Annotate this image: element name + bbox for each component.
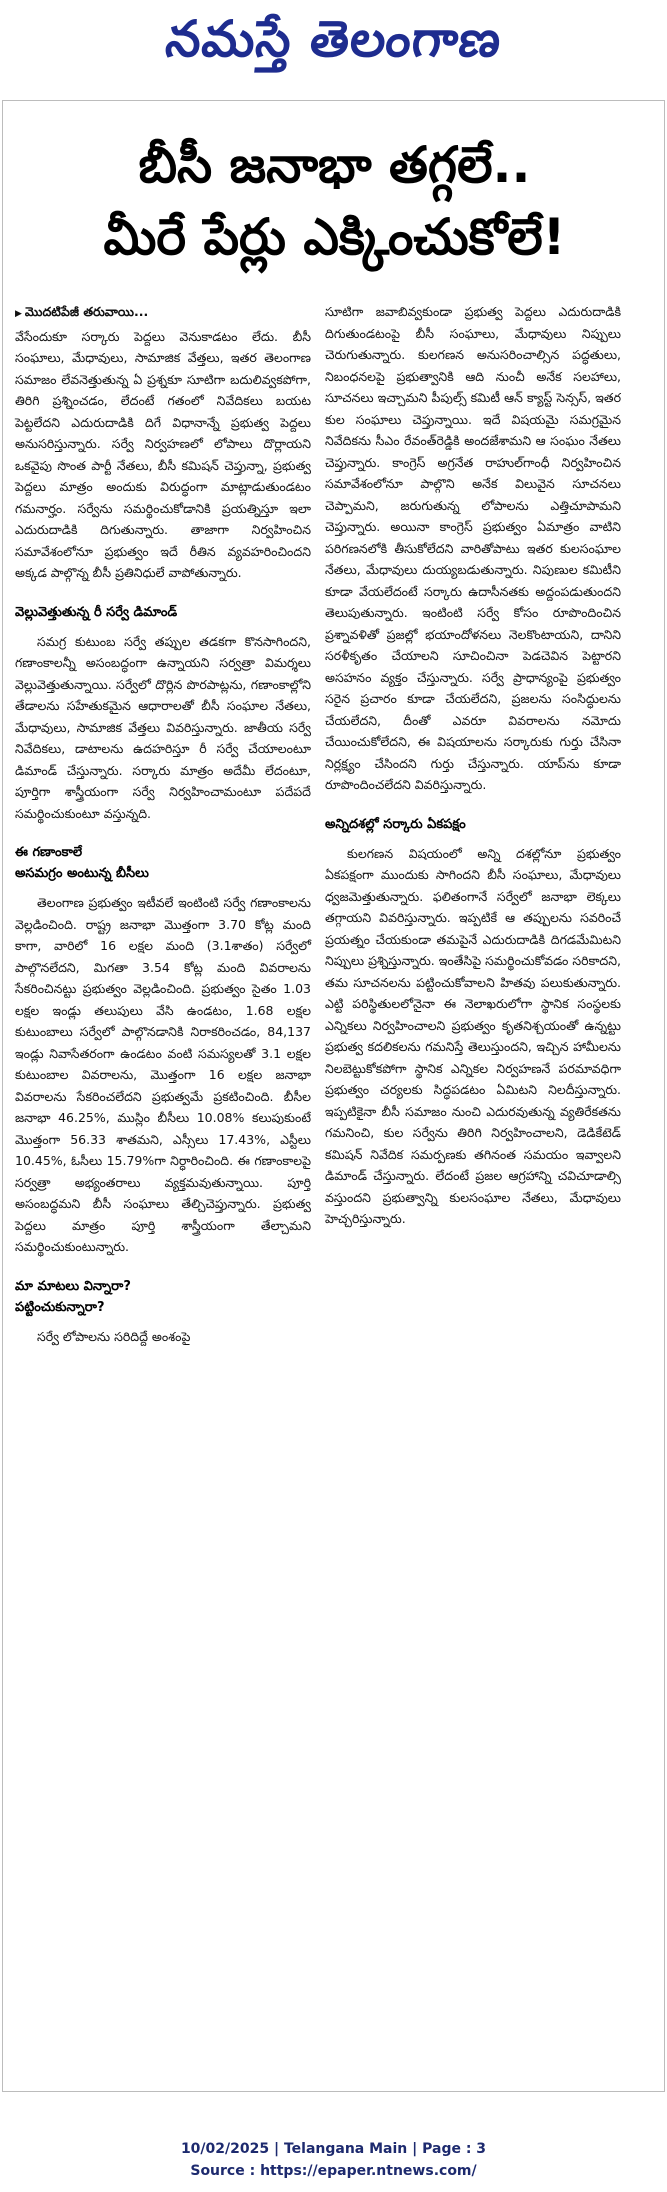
edition-info: 10/02/2025 | Telangana Main | Page : 3 — [180, 2141, 487, 2157]
source-link[interactable]: Source : https://epaper.ntnews.com/ — [190, 2163, 477, 2179]
paragraph-resurvey: సమగ్ర కుటుంబ సర్వే తప్పుల తడకగా కొనసాగిందని, గణాంకాలన్నీ అసంబద్ధంగా ఉన్నాయని సర్వత్రా విమర్శలు వెల్లువెత్తుతున్నాయి. సర్వేలో దొర్లిన పొరపాట్లను, గణాంకాల్లోని తేడాలను సహేతుకమైన ఆధారాలతో బీసీ సంఘాల నేతలు, మేధావులు, సామాజిక వేత్తలు వివరిస్తున్నారు. జాతీయ సర్వే నివేదికలు, డాటాలను ఉదహరిస్తూ రీ సర్వే చేయాలంటూ డిమాండ్ చేస్తున్నారు. సర్కారు మాత్రం అదేమీ లేదంటూ, పూర్తిగా శాస్త్రీయంగా సర్వే నిర్వహించామంటూ పదేపదే సమర్థించుకుంటూ వస్తున్నది. — [15, 633, 311, 821]
paragraph-bc-associations: సూటిగా జవాబివ్వకుండా ప్రభుత్వ పెద్దలు ఎదురుదాడికి దిగుతుండటంపై బీసీ సంఘాలు, మేధావులు నిప్పులు చెరుగుతున్నారు. కులగణన అనుసరించాల్సిన పద్ధతులు, నిబంధనలపై ప్రభుత్వానికి ఆది నుంచీ అనేక సలహాలు, సూచనలు ఇచ్చామని పీపుల్స్ కమిటీ ఆన్ క్యాస్ట్ సెన్సస్, ఇతర కుల సంఘాలు చెప్తున్నాయి. ఇదే విషయమై సమగ్రమైన నివేదికను సీఎం రేవంత్‌రెడ్డికి అందజేశామని ఆ సంఘం నేతలు చెప్తున్నారు. కాంగ్రెస్ అగ్రనేత రాహుల్‌గాంధీ నిర్వహించిన సమావేశంలోనూ పాల్గొని అనేక విలువైన సూచనలు చెప్పామని, జరుగుతున్న లోపాలను ఎత్తిచూపామని చెప్తున్నారు. అయినా కాంగ్రెస్ ప్రభుత్వం ఏమాత్రం వాటిని పరిగణనలోకి తీసుకోలేదని వారితోపాటు ఇతర కులసంఘాల నేతలు, మేధావులు దుయ్యబడుతున్నారు. నిపుణుల కమిటీని కూడా వేయలేదంటే సర్కారు ఉదాసీనతకు అద్దంపడుతుందని తెలుపుతున్నారు. ఇంటింటి సర్వే కోసం రూపొందించిన ప్రశ్నావళితో ప్రజల్లో భయాందోళనలు నెలకొంటాయని, దానిని సరళీకృతం చేయాలని సూచించినా పెడచెవిన పెట్టారని అసహనం వ్యక్తం చేస్తున్నారు. సర్వే ప్రాధాన్యంపై ప్రభుత్వం సరైన ప్రచారం కూడా చేయలేదని, ప్రజలను సంసిద్ధులను చేయలేదని, దీంతో ఎవరూ వివరాలను నమోదు చేయించుకోలేదని, ఈ విషయాలను సర్కారుకు గుర్తు చేసినా నిర్లక్ష్యం చేసిందని గుర్తు చేస్తున్నారు. యాప్‌ను కూడా రూపొందించలేదని వివరిస్తున్నారు. — [325, 304, 621, 792]
headline-line-2: మీరే పేర్లు ఎక్కించుకోలే! — [103, 208, 566, 266]
subhead-did-you-listen — [15, 1276, 311, 1318]
kicker-text: మొదటిపేజీ తరువాయి... — [24, 304, 149, 319]
newspaper-logo: నమస్తే తెలంగాణ — [162, 10, 505, 68]
continued-kicker — [15, 304, 148, 319]
subhead-unilateral: అన్నిదశల్లో సర్కారు ఏకపక్షం — [325, 816, 466, 832]
article — [2, 100, 665, 2092]
intro-paragraph — [15, 301, 311, 584]
headline-line-1: బీసీ జనాభా తగ్గలే.. — [138, 136, 531, 194]
page-footer — [0, 2138, 667, 2182]
left-column — [15, 301, 311, 1347]
paragraph-correction: సర్వే లోపాలను సరిదిద్దే అంశంపై — [37, 1328, 191, 1344]
subhead-resurvey-demand: వెల్లువెత్తుతున్న రీ సర్వే డిమాండ్ — [15, 604, 178, 620]
intro-text: వేసేందుకూ సర్కారు పెద్దలు వెనుకాడటం లేదు. బీసీ సంఘాలు, మేధావులు, సామాజిక వేత్తలు, ఇతర తెలంగాణ సమాజం లేవనెత్తుతున్న ఏ ప్రశ్నకూ సూటిగా బదులివ్వకపోగా, తిరిగి ప్రశ్నించడం, లేదంటే గతంలో నివేదికలు బయట పెట్టలేదని ఎదురుదాడికి దిగే విధానాన్నే ప్రభుత్వ పెద్దలు అనుసరిస్తున్నారు. సర్వే నిర్వహణలో లోపాలు దొర్లాయని ఒకవైపు సొంత పార్టీ నేతలు, బీసీ కమిషన్ చెప్తున్నా, ప్రభుత్వ పెద్దలు మాత్రం అందుకు విరుద్ధంగా మాట్లాడుతుండటం గమనార్హం. సర్వేను సమర్థించుకోడానికి ప్రయత్నిస్తూ ఇలా ఎదురుదాడికి దిగుతున్నారు. తాజాగా నిర్వహించిన సమావేశంలోనూ ప్రభుత్వం ఇదే రీతిన వ్యవహరించిందని అక్కడ పాల్గొన్న బీసీ ప్రతినిధులే వాపోతున్నారు. — [15, 328, 311, 580]
triangle-bullet-icon: ▶ — [15, 309, 22, 319]
subhead-statistics — [15, 842, 311, 884]
headline — [3, 129, 666, 273]
subhead-statistics-line-2: అసమగ్రం అంటున్న బీసీలు — [15, 866, 149, 881]
subhead-listen-line-1: మా మాటలు విన్నారా? — [15, 1278, 131, 1294]
paragraph-unilateral: కులగణన విషయంలో అన్ని దశల్లోనూ ప్రభుత్వం ఏకపక్షంగా ముందుకు సాగిందని బీసీ సంఘాలు, మేధావులు ధ్వజమెత్తుతున్నారు. ఫలితంగానే సర్వేలో జనాభా లెక్కలు తగ్గాయని వివరిస్తున్నారు. ఇప్పటికే ఆ తప్పులను సవరించే ప్రయత్నం చేయకుండా తమపైనే ఎదురుదాడికి దిగడమేమిటని నిప్పులు ప్రశ్నిస్తున్నారు. ఇంతేసిపై సమర్థించుకోవడం సరికాదని, తమ సూచనలను పట్టించుకోవాలని హితవు పలుకుతున్నారు. ఎట్టి పరిస్థితులలోనైనా ఈ నెలాఖరులోగా స్థానిక సంస్థలకు ఎన్నికలు నిర్వహించాలని ప్రభుత్వం కృతనిశ్చయంతో ఉన్నట్టు ప్రభుత్వ కదలికలను గమనిస్తే తెలుస్తుందని, ఇచ్చిన హామీలను నిలబెట్టుకోకపోగా స్థానిక ఎన్నికల నిర్వహణనే పరమావధిగా ప్రభుత్వం చర్యలకు సిద్ధపడటం ఏమిటని నిలదీస్తున్నారు. ఇప్పటికైనా బీసీ సమాజం నుంచి ఎదురవుతున్న వ్యతిరేకతను గమనించి, కుల సర్వేను తిరిగి నిర్వహించాలని, డెడికేటెడ్ కమిషన్ నివేదిక సమర్పణకు తగినంత సమయం ఇవ్వాలని డిమాండ్ చేస్తున్నారు. లేదంటే ప్రజల ఆగ్రహాన్ని చవిచూడాల్సి వస్తుందని ప్రభుత్వాన్ని కులసంఘాల నేతలు, మేధావులు హెచ్చరిస్తున్నారు. — [325, 845, 621, 1226]
right-column — [325, 301, 621, 1230]
subhead-listen-line-2: పట్టించుకున్నారా? — [15, 1299, 105, 1315]
subhead-statistics-line-1: ఈ గణాంకాలే — [15, 845, 83, 860]
masthead — [0, 0, 667, 80]
paragraph-statistics: తెలంగాణ ప్రభుత్వం ఇటీవలే ఇంటింటి సర్వే గణాంకాలను వెల్లడించింది. రాష్ట్ర జనాభా మొత్తంగా 3.70 కోట్ల మంది కాగా, వారిలో 16 లక్షల మంది (3.1శాతం) సర్వేలో పాల్గొనలేదని, మిగతా 3.54 కోట్ల మంది వివరాలను సేకరించినట్టు ప్రభుత్వం వెల్లడించింది. ప్రభుత్వం సైతం 1.03 లక్షల ఇండ్లు తలుపులు వేసి ఉండటం, 1.68 లక్షల కుటుంబాలు సర్వేలో పాల్గొనడానికి నిరాకరించడం, 84,137 ఇండ్లు నివాసేతరంగా ఉండటం వంటి సమస్యలతో 3.1 లక్షల కుటుంబాల వివరాలను, మొత్తంగా 16 లక్షల జనాభా వివరాలను సేకరించలేదని ప్రభుత్వమే ప్రకటించింది. బీసీల జనాభా 46.25%, ముస్లిం బీసీలు 10.08% కలుపుకుంటే మొత్తంగా 56.33 శాతమని, ఎస్సీలు 17.43%, ఎస్టీలు 10.45%, ఓసీలు 15.79%గా నిర్ధారించింది. ఈ గణాంకాలపై సర్వత్రా అభ్యంతరాలు వ్యక్తమవుతున్నాయి. పూర్తి అసంబద్ధమని బీసీ సంఘాలు తేల్చిచెప్తున్నారు. ప్రభుత్వ పెద్దలు మాత్రం పూర్తి శాస్త్రీయంగా తేల్చామని సమర్థించుకుంటున్నారు. — [15, 895, 311, 1254]
